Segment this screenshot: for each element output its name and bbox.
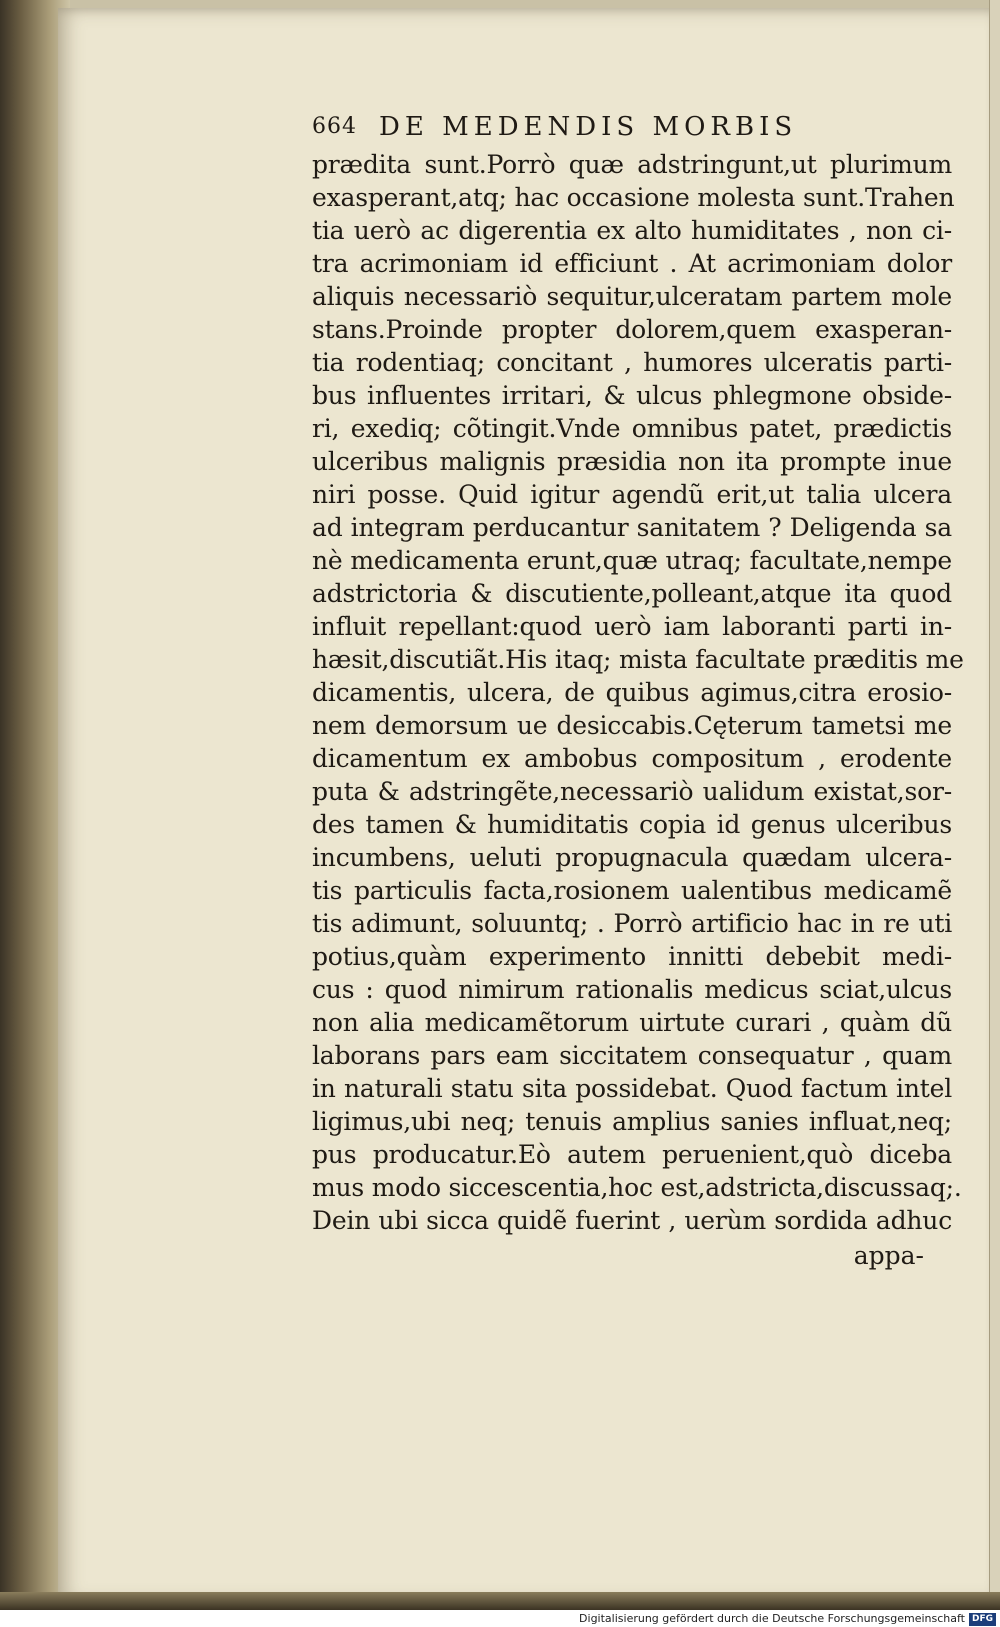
text-line: ad integram perducantur sanitatem ? Deligenda sa bbox=[312, 513, 952, 542]
text-line: potius,quàm experimento innitti debebit medi- bbox=[312, 942, 952, 971]
running-title: DE MEDENDIS MORBIS bbox=[379, 112, 798, 142]
text-line: prædita sunt.Porrò quæ adstringunt,ut plurimum bbox=[312, 150, 952, 179]
text-line: des tamen & humiditatis copia id genus ulceribus bbox=[312, 810, 952, 839]
running-header bbox=[312, 108, 952, 146]
text-line: nè medicamenta erunt,quæ utraq; facultate,nempe bbox=[312, 546, 952, 575]
text-line: influit repellant:quod uerò iam laboranti parti in- bbox=[312, 612, 952, 641]
footer-credit: Digitalisierung gefördert durch die Deutsche Forschungsgemeinschaft bbox=[579, 1612, 965, 1625]
text-line: dicamentis, ulcera, de quibus agimus,citra erosio- bbox=[312, 678, 952, 707]
dfg-logo: DFG bbox=[969, 1613, 996, 1626]
text-line: ulceribus malignis præsidia non ita prompte inue bbox=[312, 447, 952, 476]
text-line: bus influentes irritari, & ulcus phlegmone obside- bbox=[312, 381, 952, 410]
text-line: in naturali statu sita possidebat. Quod factum intel bbox=[312, 1074, 952, 1103]
text-line: pus producatur.Eò autem peruenient,quò diceba bbox=[312, 1140, 952, 1169]
text-line: stans.Proinde propter dolorem,quem exasperan- bbox=[312, 315, 952, 344]
text-line: mus modo siccescentia,hoc est,adstricta,discussaq;. bbox=[312, 1173, 962, 1202]
book-bottom-edge bbox=[0, 1592, 1000, 1610]
page-number: 664 bbox=[312, 114, 357, 139]
text-line: tis particulis facta,rosionem ualentibus medicamẽ bbox=[312, 876, 952, 905]
text-line: adstrictoria & discutiente,polleant,atque ita quod bbox=[312, 579, 952, 608]
text-line: dicamentum ex ambobus compositum , erodente bbox=[312, 744, 952, 773]
text-line: cus : quod nimirum rationalis medicus sciat,ulcus bbox=[312, 975, 952, 1004]
digitization-footer bbox=[0, 1610, 1000, 1627]
text-line: niri posse. Quid igitur agendũ erit,ut talia ulcera bbox=[312, 480, 952, 509]
page-edge bbox=[989, 0, 1000, 1600]
body-text bbox=[312, 148, 964, 1237]
text-line: aliquis necessariò sequitur,ulceratam partem mole bbox=[312, 282, 952, 311]
text-block bbox=[312, 108, 964, 1272]
text-line: ri, exediq; cõtingit.Vnde omnibus patet, prædictis bbox=[312, 414, 952, 443]
text-line: tra acrimoniam id efficiunt . At acrimoniam dolor bbox=[312, 249, 952, 278]
text-line: puta & adstringẽte,necessariò ualidum existat,sor- bbox=[312, 777, 952, 806]
text-line: tis adimunt, soluuntq; . Porrò artificio hac in re uti bbox=[312, 909, 952, 938]
text-line: ligimus,ubi neq; tenuis amplius sanies influat,neq; bbox=[312, 1107, 952, 1136]
text-line: exasperant,atq; hac occasione molesta sunt.Trahen bbox=[312, 183, 955, 212]
text-line: nem demorsum ue desiccabis.Cęterum tametsi me bbox=[312, 711, 952, 740]
text-line: Dein ubi sicca quidẽ fuerint , uerùm sordida adhuc bbox=[312, 1206, 952, 1235]
text-line: laborans pars eam siccitatem consequatur , quam bbox=[312, 1041, 952, 1070]
catchword: appa- bbox=[853, 1241, 924, 1270]
text-line: tia uerò ac digerentia ex alto humiditates , non ci- bbox=[312, 216, 952, 245]
text-line: tia rodentiaq; concitant , humores ulceratis parti- bbox=[312, 348, 952, 377]
text-line: non alia medicamẽtorum uirtute curari , quàm dũ bbox=[312, 1008, 952, 1037]
text-line: hæsit,discutiãt.His itaq; mista facultate præditis me bbox=[312, 645, 964, 674]
text-line: incumbens, ueluti propugnacula quædam ulcera- bbox=[312, 843, 952, 872]
